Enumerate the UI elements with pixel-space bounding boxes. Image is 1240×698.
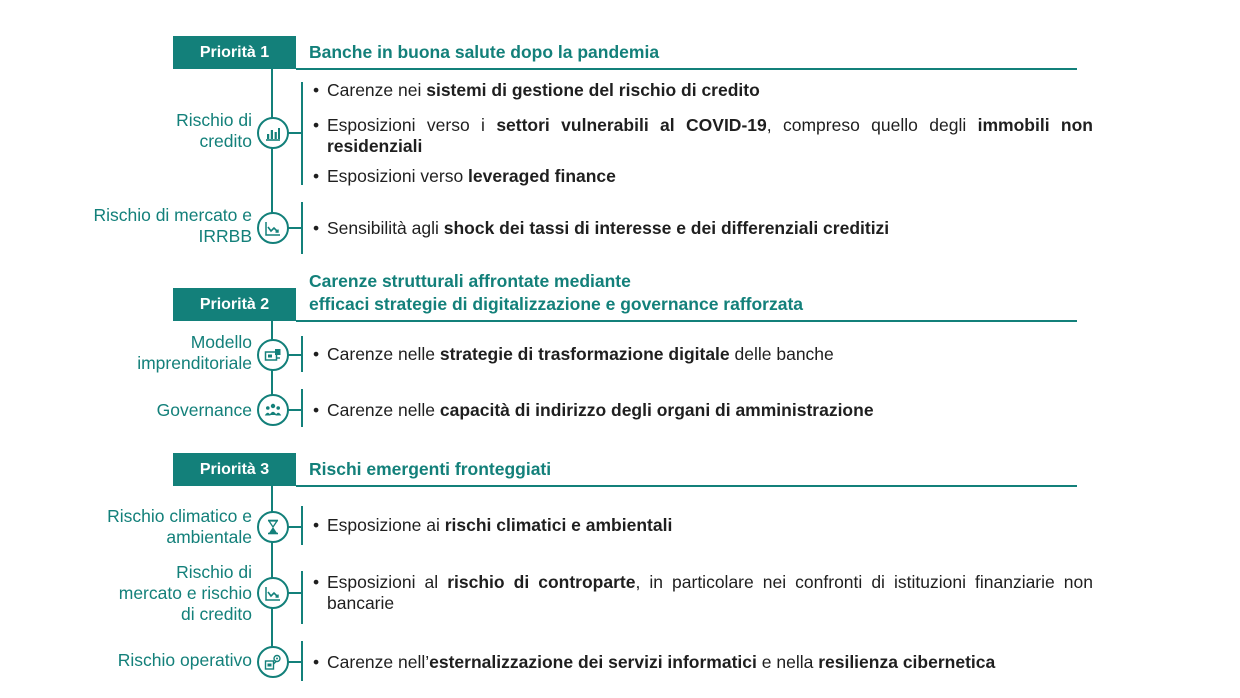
bullet-text: Esposizioni verso i settori vulnerabili al COVID-19, compreso quello degli immobili non residenziali xyxy=(327,115,1093,156)
priority-title-line: efficaci strategie di digitalizzazione e governance rafforzata xyxy=(309,294,804,314)
category-label-line: Governance xyxy=(156,400,252,420)
category-label xyxy=(119,562,252,625)
bullet-text: Carenze nell’esternalizzazione dei servizi informatici e nella resilienza cibernetica xyxy=(327,652,996,672)
hourglass-icon xyxy=(257,511,289,543)
connector-stub xyxy=(287,132,301,134)
priority-title-line: Carenze strutturali affrontate mediante xyxy=(309,271,631,291)
category-label xyxy=(137,332,252,374)
category-label xyxy=(157,400,252,421)
bullet-text: Carenze nei sistemi di gestione del rischio di credito xyxy=(327,80,760,100)
bullet-dot: • xyxy=(313,572,320,592)
priority-label: Priorità 1 xyxy=(173,36,296,69)
bullet-item xyxy=(313,572,1093,614)
priority-label: Priorità 2 xyxy=(173,288,296,321)
bullet-dot: • xyxy=(313,515,320,535)
bullet-dot: • xyxy=(313,166,320,186)
bullet-text: Sensibilità agli shock dei tassi di interesse e dei differenziali creditizi xyxy=(327,218,890,238)
category-label-line: ambientale xyxy=(166,527,252,547)
bullet-text: Carenze nelle strategie di trasformazione digitale delle banche xyxy=(327,344,834,364)
priority-title-line: Rischi emergenti fronteggiati xyxy=(309,459,552,479)
category-label-line: imprenditoriale xyxy=(137,353,252,373)
bullet-item xyxy=(313,218,1093,239)
category-label-line: credito xyxy=(199,131,252,151)
bullet-dot: • xyxy=(313,80,320,100)
bullet-bracket xyxy=(301,389,303,427)
priority-label: Priorità 3 xyxy=(173,453,296,486)
bullet-item xyxy=(313,344,1093,365)
bullet-bracket xyxy=(301,506,303,545)
connector-stub xyxy=(287,354,301,356)
category-label xyxy=(118,650,252,671)
connector-stub xyxy=(287,661,301,663)
bullet-item xyxy=(313,652,1093,673)
connector-stub xyxy=(287,227,301,229)
priority-underline xyxy=(296,68,1077,70)
category-label-line: Rischio di xyxy=(176,110,252,130)
bullet-bracket xyxy=(301,202,303,254)
trend-line-icon xyxy=(257,577,289,609)
category-label-line: Rischio di xyxy=(176,562,252,582)
bullet-dot: • xyxy=(313,400,320,420)
bullet-text: Esposizione ai rischi climatici e ambientali xyxy=(327,515,673,535)
trend-line-icon xyxy=(257,212,289,244)
category-label xyxy=(176,110,252,152)
priority-title xyxy=(309,41,659,64)
connector-stub xyxy=(287,592,301,594)
bullet-item xyxy=(313,115,1093,157)
category-label-line: mercato e rischio xyxy=(118,583,252,603)
bullet-item xyxy=(313,515,1093,536)
bullet-dot: • xyxy=(313,652,320,672)
category-label-line: Modello xyxy=(190,332,252,352)
connector-stub xyxy=(287,409,301,411)
bullet-dot: • xyxy=(313,115,320,135)
connector-stub xyxy=(287,526,301,528)
bullet-bracket xyxy=(301,82,303,185)
cyber-operations-icon xyxy=(257,646,289,678)
people-group-icon xyxy=(257,394,289,426)
bullet-item xyxy=(313,80,1093,101)
priority-underline xyxy=(296,320,1077,322)
bullet-text: Esposizioni al rischio di controparte, in particolare nei confronti di istituzioni finanziarie non bancarie xyxy=(327,572,1093,613)
category-label xyxy=(93,205,252,247)
bullet-item xyxy=(313,166,1093,187)
bullet-text: Esposizioni verso leveraged finance xyxy=(327,166,616,186)
category-label-line: Rischio climatico e xyxy=(107,506,252,526)
category-label-line: Rischio di mercato e xyxy=(93,205,252,225)
category-label-line: Rischio operativo xyxy=(117,650,252,670)
priority-title-line: Banche in buona salute dopo la pandemia xyxy=(309,42,660,62)
category-label-line: di credito xyxy=(180,604,252,624)
business-model-icon xyxy=(257,339,289,371)
bullet-bracket xyxy=(301,571,303,624)
bar-chart-icon xyxy=(257,117,289,149)
category-label xyxy=(107,506,252,548)
bullet-dot: • xyxy=(313,344,320,364)
bullet-bracket xyxy=(301,336,303,372)
category-label-line: IRRBB xyxy=(198,226,252,246)
bullet-bracket xyxy=(301,641,303,681)
priority-title xyxy=(309,458,551,481)
bullet-text: Carenze nelle capacità di indirizzo degli organi di amministrazione xyxy=(327,400,874,420)
bullet-dot: • xyxy=(313,218,320,238)
priority-underline xyxy=(296,485,1077,487)
priority-title xyxy=(309,270,803,316)
bullet-item xyxy=(313,400,1093,421)
